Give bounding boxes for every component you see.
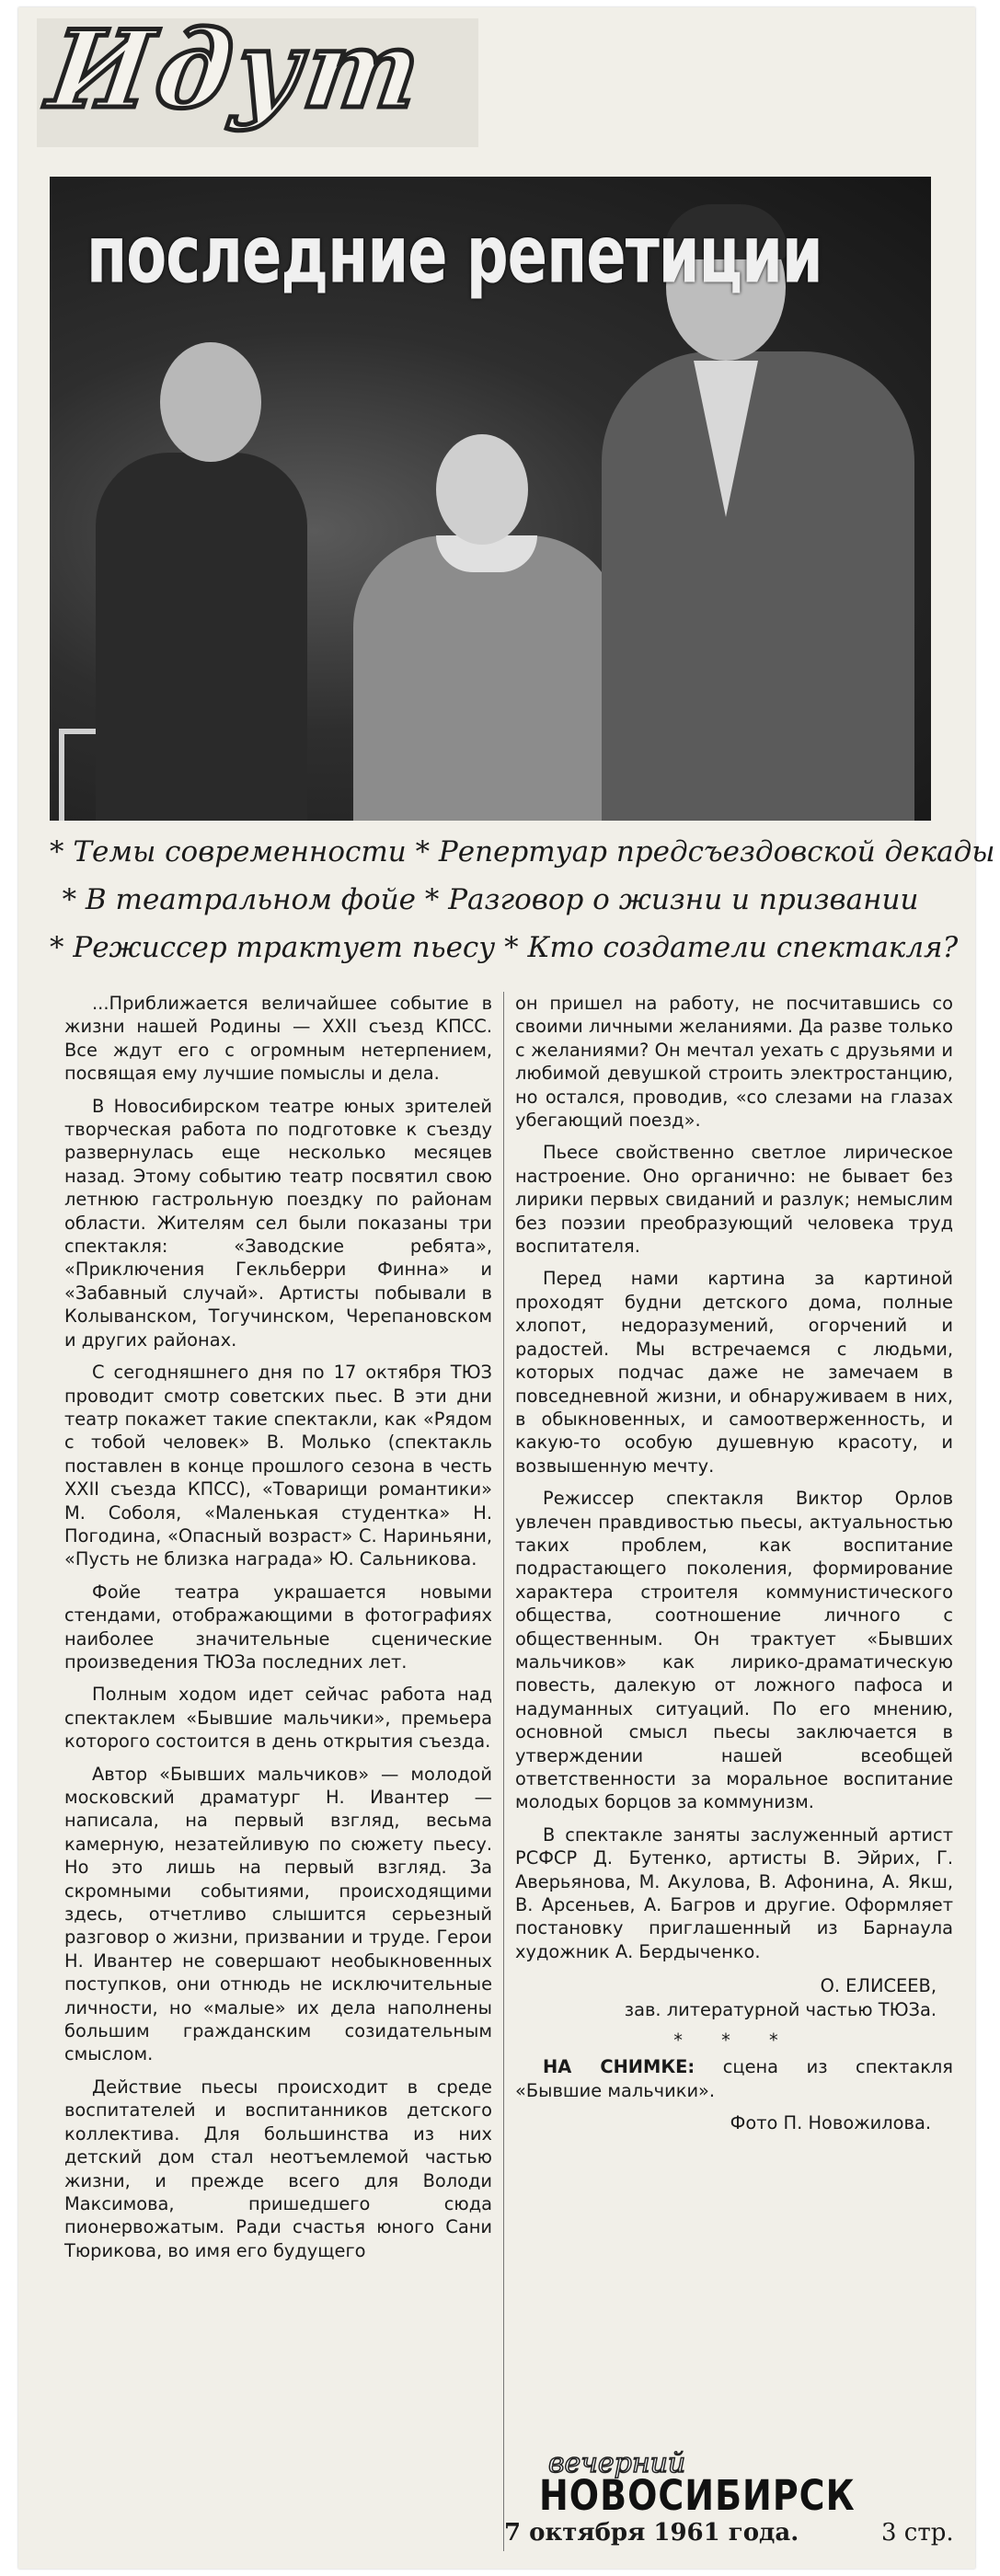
article-paragraph: Действие пьесы происходит в среде воспитателей и воспитанников детского коллектива. Для большинства из них детский дом стал неотъемлемой частью жизни, и прежде всего для Володи Максимова, пришедшего сюда пионервожатым. Ради счастья юного Сани Тюрикова, во имя его будущего (64, 2076, 492, 2261)
article-paragraph: С сегодняшнего дня по 17 октября ТЮЗ проводит смотр советских пьес. В эти дни театр покажет такие спектакли, как «Рядом с тобой человек» В. Молько (спектакль поставлен в конце прошлого сезона в честь XXII съезда КПСС), «Товарищи романтики» М. Соболя, «Маленькая студентка» Н. Погодина, «Опасный возраст» С. Нариньяни, «Пусть не близка награда» Ю. Сальникова. (64, 1362, 492, 1570)
newspaper-logo (539, 2447, 907, 2521)
photo-caption (515, 2055, 953, 2102)
article-paragraph: Полным ходом идет сейчас работа над спектаклем «Бывшие мальчики», премьера которого состоится в день открытия съезда. (64, 1684, 492, 1753)
article-paragraph: Пьесе свойственно светлое лирическое настроение. Оно органично: не бывает без лирики первых свиданий и разлук; немыслим без поэзии преобразующий человека труд воспитателя. (515, 1142, 953, 1258)
actress-head (436, 434, 528, 545)
article-paragraph: Перед нами картина за картиной проходят будни детского дома, полные хлопот, недоразумений, огорчений и радостей. Мы встречаемся с людьми, которых подчас даже не замечаем в повседневной жизни, и обнаруживаем в них, в обыкновенных, и самоотверженность, и какую-то особую душевную красоту, и возвышенную мечту. (515, 1268, 953, 1477)
article-column-right (515, 992, 953, 2436)
separator-asterisks: * * * (673, 2030, 795, 2052)
article-paragraph: Автор «Бывших мальчиков» — молодой московский драматург Н. Ивантер — написала, на первый взгляд, весьма камерную, незатейливую по сюжету пьесу. Но это лишь на первый взгляд. За скромными событиями, происходящими здесь, отчетливо слышится серьезный разговор о жизни, призвании и труде. Герои Н. Ивантер не совершают необыкновенных поступков, они отнюдь не исключительные личности, но «малые» их дела наполнены большим гражданским созидательным смыслом. (64, 1763, 492, 2065)
issue-date: 7 октября 1961 года. (504, 2519, 799, 2547)
author-role: зав. литературной частью ТЮЗа. (624, 1998, 937, 2020)
article-paragraph: В спектакле заняты заслуженный артист РСФСР Д. Бутенко, артисты В. Эйрих, Г. Аверьянова, М. Акулова, В. Афонина, А. Якш, В. Арсеньев, А. Багров и другие. Оформляет постановку приглашенный из Барнаула художник А. Бердыченко. (515, 1823, 953, 1962)
article-paragraph: В Новосибирском театре юных зрителей творческая работа по подготовке к съезду развернулась еще несколько месяцев назад. Этому событию театр посвятил свою летнюю гастрольную поездку по районам области. Жителям сел были показаны три спектакля: «Заводские ребята», «Приключения Гекльберри Финна» и «Забавный случай». Артисты побывали в Колыванском, Тогучинском, Черепановском и других районах. (64, 1095, 492, 1351)
photo-title: последние репетиции (86, 210, 822, 302)
rubric-heading: Идут (41, 7, 433, 132)
article-paragraph: Фойе театра украшается новыми стендами, отображающими в фотографиях наиболее значительные сценические произведения ТЮЗа последних лет. (64, 1581, 492, 1673)
article-paragraph: ...Приближается величайшее событие в жизни нашей Родины — XXII съезд КПСС. Все ждут его с огромным нетерпением, посвящая ему лучшие помыслы и дела. (64, 993, 492, 1085)
newspaper-logo-main: НОВОСИБИРСК (539, 2471, 856, 2520)
actress-figure (353, 535, 620, 821)
article-paragraph-continued: он пришел на работу, не посчитавшись со своими личными желаниями. Да разве только с желаниями? Он мечтал уехать с друзьями и любимой девушкой строить электростанцию, но остался, проводив, «со слезами на глазах убегающий поезд». (515, 993, 953, 1132)
newspaper-logo-top: вечерний (548, 2447, 686, 2479)
subheading-line: * Режиссер трактует пьесу * Кто создатели спектакля? (50, 931, 959, 964)
caption-label: НА СНИМКЕ: (543, 2056, 695, 2078)
article-photo (50, 177, 931, 821)
column-divider (503, 992, 504, 2551)
actor-left-head (160, 342, 261, 462)
page-number: 3 стр. (881, 2519, 954, 2547)
subheading-line: * В театральном фойе * Разговор о жизни и призвании (62, 883, 919, 916)
photo-credit: Фото П. Новожилова. (730, 2112, 931, 2134)
caption-text: сцена из спектакля «Бывшие мальчики». (515, 2056, 953, 2101)
article-paragraph: Режиссер спектакля Виктор Орлов увлечен правдивостью пьесы, актуальностью таких проблем, как воспитание подрастающего поколения, формирование характера строителя коммунистического общества, соотношение личного с общественным. Он трактует «Бывших мальчиков» как лирико-драматическую повесть, далекую от ложного пафоса и надуманных ситуаций. По его мнению, основной смысл пьесы заключается в утверждении нашей всеобщей ответственности за моральное воспитание молодых борцов за коммунизм. (515, 1488, 953, 1813)
actor-right-figure (602, 351, 914, 821)
subheadings (50, 828, 995, 972)
subheading-line: * Темы современности * Репертуар предсъездовской декады (50, 835, 995, 868)
author-name: О. ЕЛИСЕЕВ, (820, 1975, 937, 1997)
article-column-left (64, 992, 492, 2556)
actor-left-figure (96, 453, 307, 821)
